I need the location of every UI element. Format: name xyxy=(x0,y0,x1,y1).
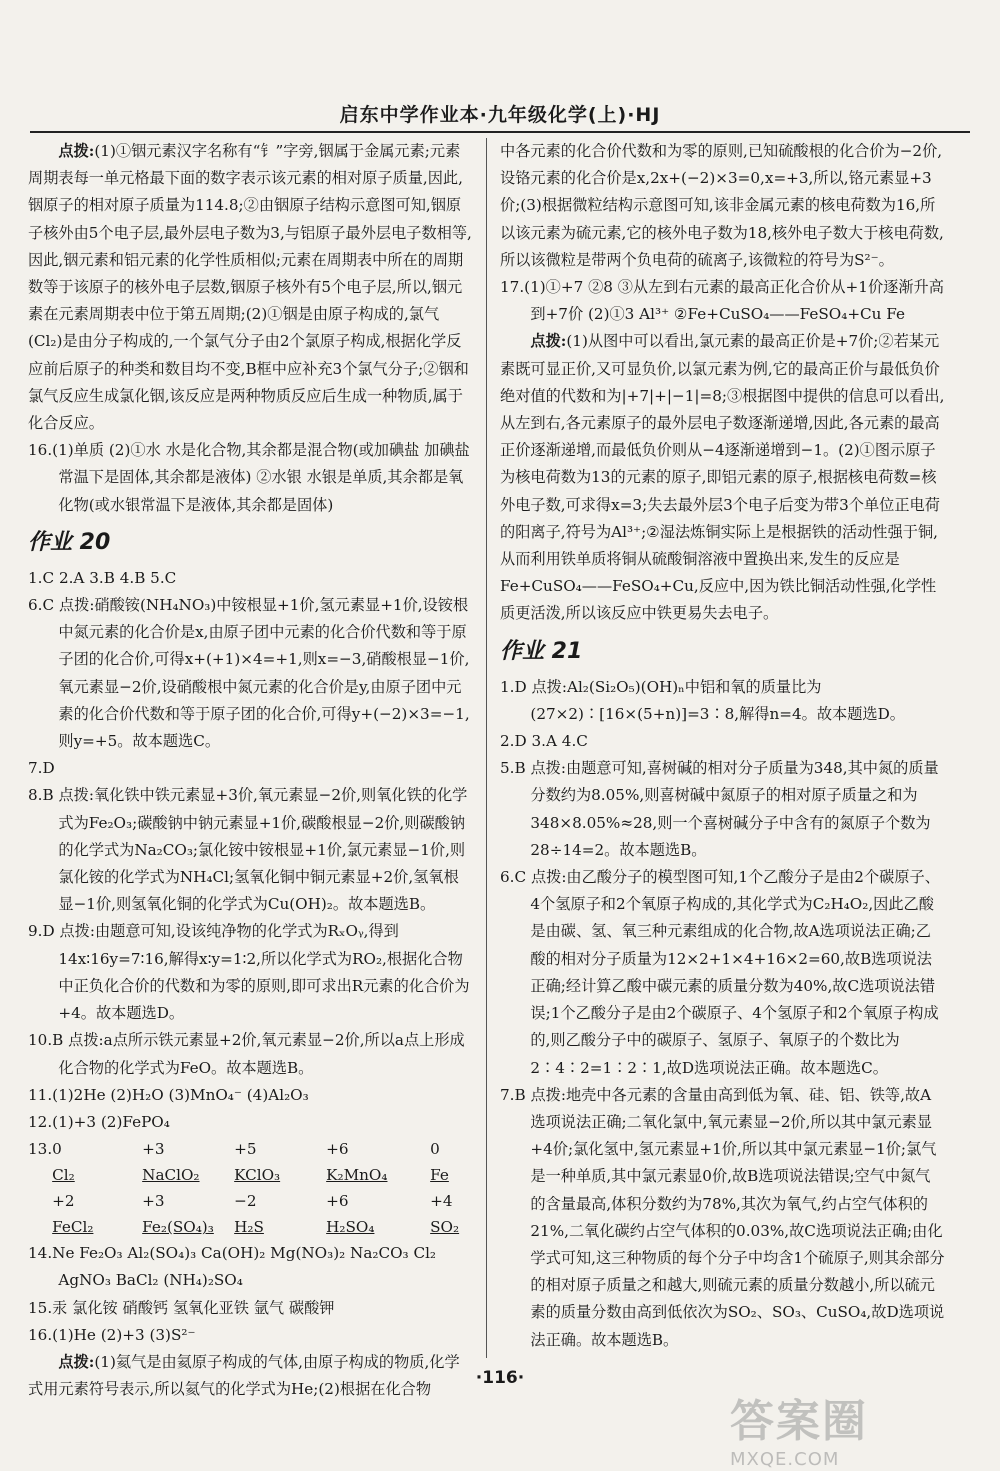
formula: H₂SO₄ xyxy=(326,1218,375,1237)
answer-21-2-4: 2.D 3.A 4.C xyxy=(500,732,588,751)
answer-12: 12.(1)+3 (2)FePO₄ xyxy=(28,1112,170,1131)
valence: −2 xyxy=(234,1192,257,1211)
header-rule xyxy=(30,131,970,133)
answer-15: 15.汞 氯化铵 硝酸钙 氢氧化亚铁 氩气 碳酸钾 xyxy=(28,1298,335,1317)
valence-row-1 xyxy=(52,1136,490,1188)
section-title-20: 作业 20 xyxy=(28,529,111,555)
valence: 0 xyxy=(52,1140,62,1159)
hint-text: (1)从图中可以看出,氯元素的最高正价是+7价;②若某元素既可显正价,又可显负价,以氯元素为例,它的最高正价与最低负价绝对值的代数和为|+7|+|−1|=8;③根据图中提供的信息可以看出,从左到右,各元素原子的最外层电子数逐渐递增,因此,各元素的最高正价逐渐递增,而最低负价则从−4逐渐递增到−1。(2)①图示原子为核电荷数为13的元素的原子,即铝元素的原子,根据核电荷数=核外电子数,可求得x=3;失去最外层3个电子后变为带3个单位正电荷的阳离子,符号为Al³⁺;②湿法炼铜实际上是根据铁的活动性强于铜,从而利用铁单质将铜从硫酸铜溶液中置换出来,发生的反应是Fe+CuSO₄——FeSO₄+Cu,反应中,因为铁比铜活动性强,化学性质更活泼,所以该反应中铁更易失去电子。 xyxy=(500,332,945,623)
hint-16b-continued: 中各元素的化合价代数和为零的原则,已知硫酸根的化合价为−2价,设铬元素的化合价是x,2x+(−2)×3=0,x=+3,所以,铬元素显+3价;(3)根据微粒结构示意图可知,该非金属元素的核电荷数为16,所以该元素为硫元素,它的核外电子数为18,核外电子数大于核电荷数,所以该微粒是带两个负电荷的硫离子,该微粒的符号为S²⁻。 xyxy=(500,142,944,269)
formula: FeCl₂ xyxy=(52,1218,94,1237)
valence: +6 xyxy=(326,1140,349,1159)
right-column xyxy=(500,138,945,1354)
formula: KClO₃ xyxy=(234,1166,281,1185)
formula: K₂MnO₄ xyxy=(326,1166,388,1185)
watermark-url: MXQE.COM xyxy=(730,1449,840,1470)
answer-11: 11.(1)2He (2)H₂O (3)MnO₄⁻ (4)Al₂O₃ xyxy=(28,1085,309,1104)
answer-16b: 16.(1)He (2)+3 (3)S²⁻ xyxy=(28,1325,196,1344)
answer-14: 14.Ne Fe₂O₃ Al₂(SO₄)₃ Ca(OH)₂ Mg(NO₃)₂ Na₂CO₃ Cl₂ AgNO₃ BaCl₂ (NH₄)₂SO₄ xyxy=(28,1244,437,1290)
answer-21-7: 7.B 点拨:地壳中各元素的含量由高到低为氧、硅、铝、铁等,故A选项说法正确;二氧化氯中,氧元素显−2价,所以其中氯元素显+4价;氯化氢中,氢元素显+1价,所以其中氯元素显−1价;氯气是一种单质,其中氯元素显0价,故B选项说法错误;空气中氮气的含量最高,体积分数约为78%,其次为氧气,约占空气体积的21%,二氧化碳约占空气体积的0.03%,故C选项说法正确;由化学式可知,这三种物质的每个分子中均含1个硫原子,则其余部分的相对原子质量之和越大,则硫元素的质量分数越小,所以硫元素的质量分数由高到低依次为SO₂、SO₃、CuSO₄,故D选项说法正确。故本题选B。 xyxy=(500,1085,945,1349)
answer-21-6: 6.C 点拨:由乙酸分子的模型图可知,1个乙酸分子是由2个碳原子、4个氢原子和2个氧原子构成的,其化学式为C₂H₄O₂,因此乙酸是由碳、氢、氧三种元素组成的化合物,故A选项说法正确;乙酸的相对分子质量为12×2+1×4+16×2=60,故B选项说法正确;经计算乙酸中碳元素的质量分数为40%,故C选项说法错误;1个乙酸分子是由2个碳原子、4个氢原子和2个氧原子构成的,则乙酸分子中的碳原子、氢原子、氧原子的个数比为2∶4∶2=1∶2∶1,故D选项说法正确。故本题选C。 xyxy=(500,868,940,1077)
hint-17 xyxy=(500,328,945,627)
hint-text: (1)①铟元素汉字名称有“钅”字旁,铟属于金属元素;元素周期表每一单元格最下面的数字表示该元素的相对原子质量,因此,铟原子的相对原子质量为114.8;②由铟原子结构示意图可知,铟原子核外由5个电子层,最外层电子数为3,与铝原子最外层电子数相等,因此,铟元素和铝元素的化学性质相似;元素在周期表中所在的周期数等于该原子的核外电子层数,铟原子核外有5个电子层,所以,铟元素在元素周期表中位于第五周期;(2)①铟是由原子构成的,氯气(Cl₂)是由分子构成的,一个氯气分子由2个氯原子构成,根据化学反应前后原子的种类和数目均不变,B框中应补充3个氯气分子;②铟和氯气反应生成氯化铟,该反应是两种物质反应后生成一种物质,属于化合反应。 xyxy=(28,142,472,433)
answer-17: 17.(1)①+7 ②8 ③从左到右元素的最高正化合价从+1价逐渐升高到+7价 (2)①3 Al³⁺ ②Fe+CuSO₄——FeSO₄+Cu Fe xyxy=(500,278,944,324)
answer-7: 7.D xyxy=(28,759,55,778)
answer-16: 16.(1)单质 (2)①水 水是化合物,其余都是混合物(或加碘盐 加碘盐常温下是固体,其余都是液体) ②水银 水银是单质,其余都是氧化物(或水银常温下是液体,其余都是固体) xyxy=(28,441,470,514)
formula: Fe xyxy=(430,1166,449,1185)
watermark-text: 答案圈 xyxy=(730,1396,868,1447)
hint-15 xyxy=(28,138,473,437)
valence: +2 xyxy=(52,1192,75,1211)
hint-label: 点拨: xyxy=(58,142,95,160)
column-divider xyxy=(486,138,487,1358)
watermark-logo xyxy=(730,1385,980,1470)
answer-21-5: 5.B 点拨:由题意可知,喜树碱的相对分子质量为348,其中氮的质量分数约为8.05%,则喜树碱中氮原子的相对原子质量之和为348×8.05%≈28,则一个喜树碱分子中含有的氮原子个数为28÷14=2。故本题选B。 xyxy=(500,759,939,859)
formula: H₂S xyxy=(234,1218,264,1237)
valence: 0 xyxy=(430,1140,440,1159)
answer-1-5: 1.C 2.A 3.B 4.B 5.C xyxy=(28,568,177,587)
page-number: ·116· xyxy=(475,1368,525,1388)
answer-13-label: 13. xyxy=(28,1140,53,1159)
page-header: 启东中学作业本·九年级化学(上)·HJ xyxy=(339,104,661,126)
formula: NaClO₂ xyxy=(142,1166,200,1185)
hint-text: (1)氦气是由氦原子构成的气体,由原子构成的物质,化学式用元素符号表示,所以氦气的化学式为He;(2)根据在化合物 xyxy=(28,1352,460,1399)
answer-8: 8.B 点拨:氧化铁中铁元素显+3价,氧元素显−2价,则氧化铁的化学式为Fe₂O₃;碳酸钠中钠元素显+1价,碳酸根显−2价,则碳酸钠的化学式为Na₂CO₃;氯化铵中铵根显+1价,氯元素显−1价,则氯化铵的化学式为NH₄Cl;氢氧化铜中铜元素显+2价,氢氧根显−1价,则氢氧化铜的化学式为Cu(OH)₂。故本题选B。 xyxy=(28,786,468,914)
left-column xyxy=(28,138,473,1403)
valence: +6 xyxy=(326,1192,349,1211)
valence: +3 xyxy=(142,1192,165,1211)
answer-21-1: 1.D 点拨:Al₂(Si₂O₅)(OH)ₙ中铝和氧的质量比为(27×2)∶[16×(5+n)]=3∶8,解得n=4。故本题选D。 xyxy=(500,677,905,723)
answer-6: 6.C 点拨:硝酸铵(NH₄NO₃)中铵根显+1价,氢元素显+1价,设铵根中氮元素的化合价是x,由原子团中元素的化合价代数和等于原子团的化合价,可得x+(+1)×4=+1,则x=−3,硝酸根显−1价,氧元素显−2价,设硝酸根中氮元素的化合价是y,由原子团中元素的化合价代数和等于原子团的化合价,可得y+(−2)×3=−1,则y=+5。故本题选C。 xyxy=(28,596,470,751)
formula: Cl₂ xyxy=(52,1166,75,1185)
hint-label: 点拨: xyxy=(58,1352,95,1371)
formula: SO₂ xyxy=(430,1218,460,1237)
hint-label: 点拨: xyxy=(530,332,567,351)
valence: +3 xyxy=(142,1140,165,1159)
valence: +4 xyxy=(430,1192,453,1211)
answer-13 xyxy=(28,1136,473,1240)
answer-10: 10.B 点拨:a点所示铁元素显+2价,氧元素显−2价,所以a点上形成化合物的化学式为FeO。故本题选B。 xyxy=(28,1031,465,1077)
section-title-21: 作业 21 xyxy=(500,638,583,664)
valence: +5 xyxy=(234,1140,257,1159)
formula: Fe₂(SO₄)₃ xyxy=(142,1218,214,1237)
answer-9: 9.D 点拨:由题意可知,设该纯净物的化学式为RₓOᵧ,得到14x∶16y=7∶16,解得x∶y=1∶2,所以化学式为RO₂,根据化合物中正负化合价的代数和为零的原则,即可求出R元素的化合价为+4。故本题选D。 xyxy=(28,922,470,1023)
valence-row-2 xyxy=(52,1188,490,1240)
